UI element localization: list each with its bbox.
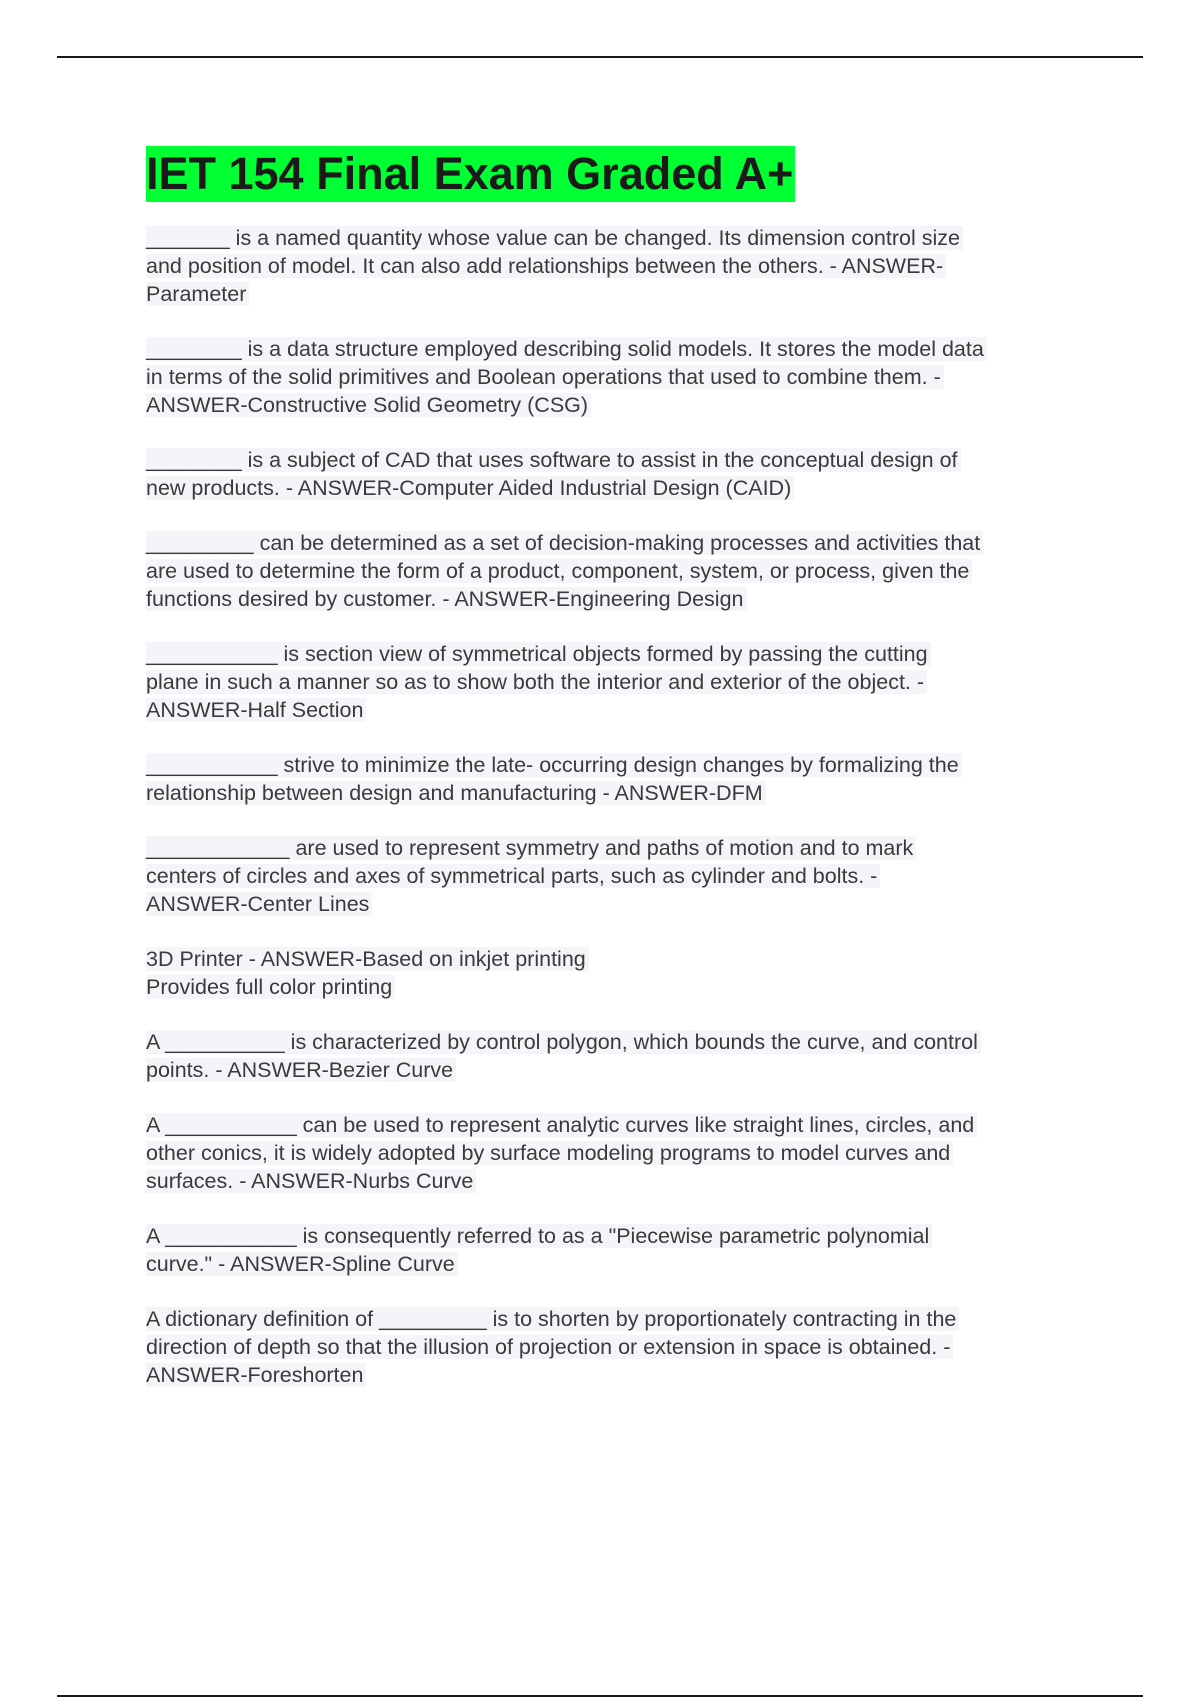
qa-item (146, 529, 1106, 613)
qa-line: plane in such a manner so as to show both the interior and exterior of the object. - (146, 668, 1106, 696)
qa-line: relationship between design and manufacturing - ANSWER-DFM (146, 779, 1106, 807)
qa-line: Parameter (146, 280, 1106, 308)
qa-line: ____________ are used to represent symmetry and paths of motion and to mark (146, 834, 1106, 862)
qa-item (146, 945, 1106, 1001)
qa-line: _______ is a named quantity whose value can be changed. Its dimension control size (146, 224, 1106, 252)
qa-item (146, 834, 1106, 918)
qa-line: A dictionary definition of _________ is to shorten by proportionately contracting in the (146, 1305, 1106, 1333)
qa-line: ANSWER-Center Lines (146, 890, 1106, 918)
qa-line: A __________ is characterized by control polygon, which bounds the curve, and control (146, 1028, 1106, 1056)
document-body (146, 146, 1106, 1416)
qa-line: ANSWER-Foreshorten (146, 1361, 1106, 1389)
qa-item (146, 1222, 1106, 1278)
qa-item (146, 1028, 1106, 1084)
qa-line: ________ is a data structure employed describing solid models. It stores the model data (146, 335, 1106, 363)
qa-line: ___________ strive to minimize the late- occurring design changes by formalizing the (146, 751, 1106, 779)
document-title: IET 154 Final Exam Graded A+ (146, 146, 795, 202)
qa-line: in terms of the solid primitives and Boolean operations that used to combine them. - (146, 363, 1106, 391)
qa-line: ___________ is section view of symmetrical objects formed by passing the cutting (146, 640, 1106, 668)
qa-line: centers of circles and axes of symmetrical parts, such as cylinder and bolts. - (146, 862, 1106, 890)
qa-line: ANSWER-Constructive Solid Geometry (CSG) (146, 391, 1106, 419)
qa-line: other conics, it is widely adopted by surface modeling programs to model curves and (146, 1139, 1106, 1167)
qa-item (146, 640, 1106, 724)
qa-line: 3D Printer - ANSWER-Based on inkjet printing (146, 945, 1106, 973)
qa-line: Provides full color printing (146, 973, 1106, 1001)
qa-line: new products. - ANSWER-Computer Aided Industrial Design (CAID) (146, 474, 1106, 502)
qa-line: points. - ANSWER-Bezier Curve (146, 1056, 1106, 1084)
qa-line: A ___________ can be used to represent analytic curves like straight lines, circles, and (146, 1111, 1106, 1139)
qa-line: ________ is a subject of CAD that uses software to assist in the conceptual design of (146, 446, 1106, 474)
qa-item (146, 335, 1106, 419)
qa-list (146, 224, 1106, 1389)
qa-item (146, 1111, 1106, 1195)
qa-line: and position of model. It can also add relationships between the others. - ANSWER- (146, 252, 1106, 280)
qa-line: ANSWER-Half Section (146, 696, 1106, 724)
bottom-rule (57, 1695, 1143, 1697)
qa-line: functions desired by customer. - ANSWER-Engineering Design (146, 585, 1106, 613)
qa-line: surfaces. - ANSWER-Nurbs Curve (146, 1167, 1106, 1195)
qa-line: are used to determine the form of a product, component, system, or process, given the (146, 557, 1106, 585)
qa-item (146, 751, 1106, 807)
qa-item (146, 1305, 1106, 1389)
qa-line: direction of depth so that the illusion of projection or extension in space is obtained. - (146, 1333, 1106, 1361)
qa-item (146, 446, 1106, 502)
qa-line: A ___________ is consequently referred to as a "Piecewise parametric polynomial (146, 1222, 1106, 1250)
top-rule (57, 56, 1143, 58)
qa-line: curve." - ANSWER-Spline Curve (146, 1250, 1106, 1278)
qa-item (146, 224, 1106, 308)
qa-line: _________ can be determined as a set of decision-making processes and activities that (146, 529, 1106, 557)
